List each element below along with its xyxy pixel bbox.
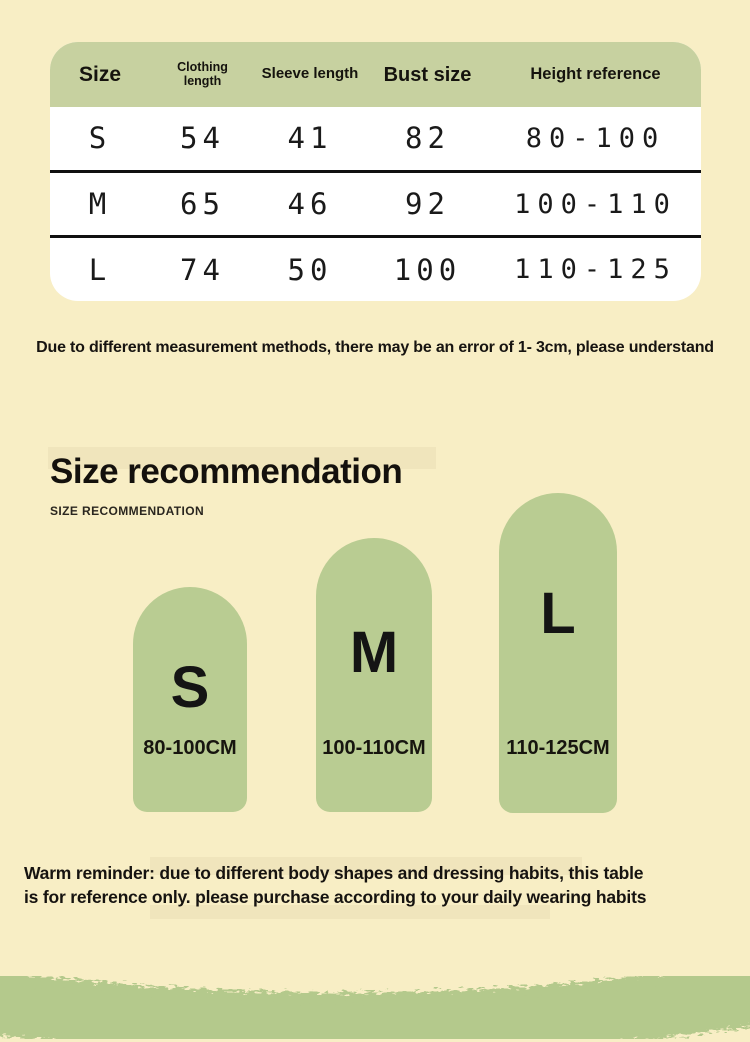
size-recommendation-subtitle: SIZE RECOMMENDATION [50, 504, 205, 518]
column-header-size: Size [78, 62, 122, 86]
size-recommendation-title: Size recommendation [50, 452, 403, 491]
cell-sleeve-length: 50 [287, 252, 333, 287]
cell-bust-size: 92 [405, 187, 450, 221]
cell-clothing-length: 54 [180, 121, 225, 156]
column-header-height-reference: Height reference [530, 65, 661, 84]
arch-range-s: 80-100CM [143, 737, 237, 759]
column-header-clothing-length-text: Clothing length [177, 59, 228, 88]
cell-bust-size: 82 [405, 121, 450, 156]
arch-range-l: 110-125CM [506, 737, 610, 759]
warm-reminder-text [24, 861, 734, 909]
table-row-l [50, 235, 701, 301]
cell-height-reference: 100-110 [514, 188, 677, 220]
arch-letter-s: S [170, 655, 210, 720]
brush-stroke-wave [0, 912, 750, 1042]
arch-range-m: 100-110CM [322, 737, 426, 759]
column-header-sleeve-length: Sleeve length [261, 65, 359, 83]
size-table-card [50, 42, 701, 301]
warm-reminder-line1: Warm reminder: due to different body shapes and dressing habits, this table [24, 863, 644, 883]
arch-letter-m: M [349, 620, 399, 685]
size-table-body [50, 107, 701, 301]
table-row-s [50, 107, 701, 170]
size-arch-m [316, 538, 432, 812]
cell-clothing-length: 65 [180, 187, 225, 221]
cell-clothing-length: 74 [180, 252, 225, 287]
cell-size: S [88, 121, 112, 156]
arch-letter-l: L [540, 581, 576, 646]
size-arch-s [133, 587, 247, 812]
table-row-m [50, 170, 701, 236]
cell-height-reference: 110-125 [514, 254, 677, 286]
size-table-header [50, 42, 701, 107]
column-header-clothing-length [150, 61, 255, 89]
cell-sleeve-length: 41 [287, 121, 333, 156]
cell-size: M [88, 187, 112, 221]
size-arch-l [499, 493, 617, 813]
cell-size: L [88, 252, 112, 287]
column-header-bust-size: Bust size [383, 63, 472, 86]
cell-sleeve-length: 46 [287, 187, 333, 221]
measurement-error-note: Due to different measurement methods, there may be an error of 1- 3cm, please understand [36, 339, 714, 356]
cell-height-reference: 80-100 [525, 122, 666, 154]
warm-reminder-line2: is for reference only. please purchase according to your daily wearing habits [24, 887, 647, 907]
cell-bust-size: 100 [393, 252, 462, 287]
